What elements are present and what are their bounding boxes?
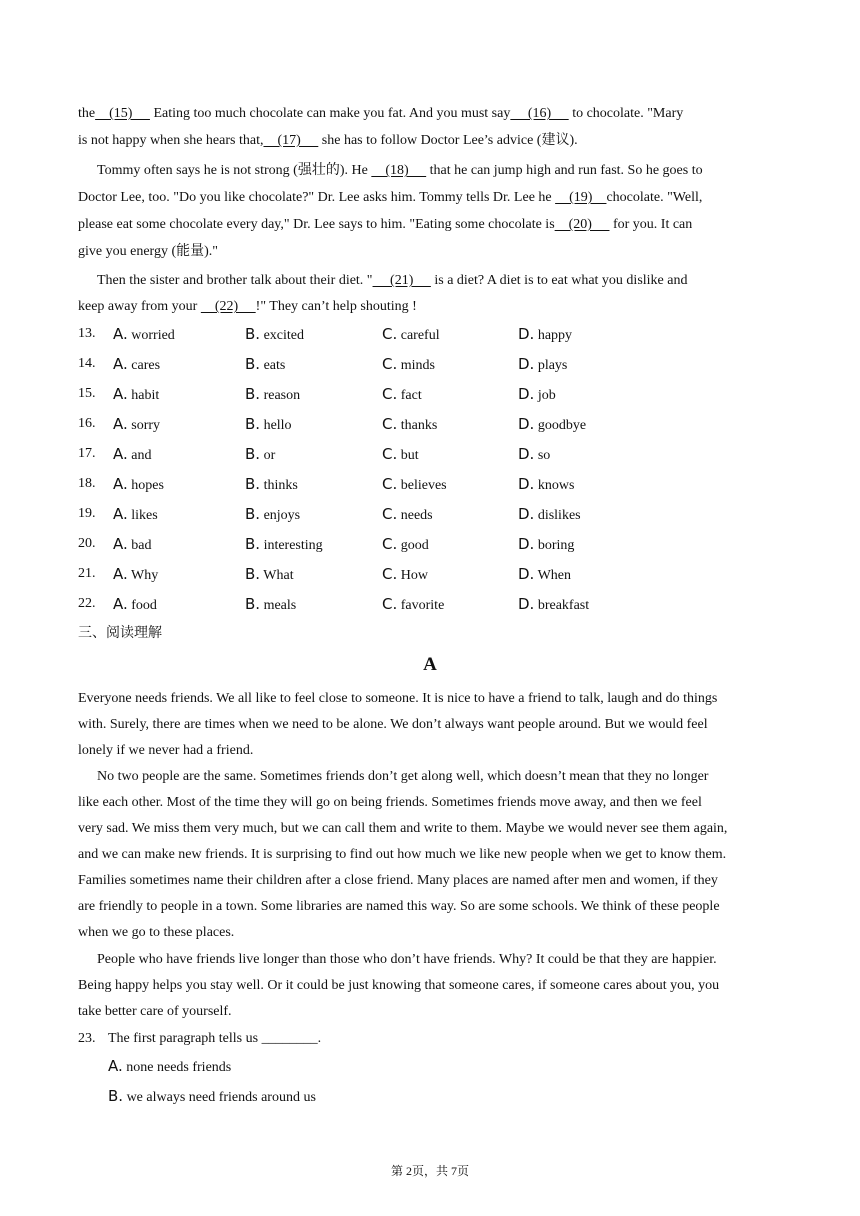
option-c <box>382 415 437 435</box>
cloze-text: to chocolate. "Mary <box>568 106 684 121</box>
option-letter: A. <box>113 325 128 343</box>
option-letter: D. <box>518 565 535 583</box>
question-number: 20. <box>78 536 96 551</box>
option-d <box>518 415 586 435</box>
option-text: food <box>127 598 157 613</box>
option-letter: A. <box>113 445 128 463</box>
answer-option <box>108 1087 316 1107</box>
passage-line: Being happy helps you stay well. Or it could be just knowing that someone cares, if someone cares about you, you <box>78 978 720 993</box>
option-b <box>245 505 300 525</box>
option-letter: A. <box>113 535 128 553</box>
option-a <box>113 475 164 495</box>
option-c <box>382 535 429 555</box>
option-row <box>78 475 778 493</box>
question-number: 14. <box>78 356 96 371</box>
answer-option <box>108 1057 231 1077</box>
question-number: 15. <box>78 386 96 401</box>
option-b <box>245 565 294 585</box>
option-d <box>518 355 567 375</box>
option-text: excited <box>260 328 304 343</box>
option-b <box>245 325 304 345</box>
option-text: but <box>397 448 419 463</box>
passage-line: People who have friends live longer than those who don’t have friends. Why? It could be that they are happier. <box>97 952 717 967</box>
option-row <box>78 325 778 343</box>
option-letter: D. <box>518 325 535 343</box>
option-letter: D. <box>518 475 535 493</box>
option-text: thanks <box>397 418 438 433</box>
question-number: 21. <box>78 566 96 581</box>
answer-blank: (19) <box>555 190 607 205</box>
option-a <box>113 355 160 375</box>
option-text: breakfast <box>534 598 590 613</box>
option-letter: C. <box>382 475 398 493</box>
option-text: so <box>534 448 551 463</box>
option-d <box>518 475 574 495</box>
option-letter: A. <box>113 565 128 583</box>
question-number: 18. <box>78 476 96 491</box>
option-letter: C. <box>382 385 398 403</box>
option-text: Why <box>127 568 159 583</box>
question-text: The first paragraph tells us ________. <box>108 1031 322 1046</box>
passage-line: very sad. We miss them very much, but we can call them and write to them. Maybe we would never see them again, <box>78 821 728 836</box>
answer-blank: (16) <box>510 106 569 121</box>
option-text: we always need friends around us <box>123 1090 316 1105</box>
question-number: 23. <box>78 1031 96 1046</box>
question-number: 17. <box>78 446 96 461</box>
option-letter: A. <box>113 385 128 403</box>
option-a <box>113 565 158 585</box>
option-b <box>245 595 296 615</box>
option-a <box>113 535 151 555</box>
option-letter: B. <box>245 535 261 553</box>
passage-title: A <box>423 654 437 675</box>
passage-line: No two people are the same. Sometimes friends don’t get along well, which doesn’t mean that they no longer <box>97 769 709 784</box>
option-row <box>78 415 778 433</box>
cloze-text: Tommy often says he is not strong (强壮的). He <box>97 163 372 178</box>
option-letter: C. <box>382 325 398 343</box>
option-letter: C. <box>382 415 398 433</box>
option-text: or <box>260 448 276 463</box>
option-text: happy <box>534 328 573 343</box>
option-text: sorry <box>127 418 161 433</box>
option-d <box>518 535 574 555</box>
option-text: good <box>397 538 429 553</box>
option-letter: B. <box>245 445 261 463</box>
option-b <box>245 475 298 495</box>
option-b <box>245 385 300 405</box>
option-c <box>382 445 419 465</box>
cloze-text: chocolate. "Well, <box>606 190 703 205</box>
answer-blank: (17) <box>263 133 319 148</box>
option-letter: B. <box>245 595 261 613</box>
passage-line: are friendly to people in a town. Some libraries are named this way. So are some schools. We think of these people <box>78 899 720 914</box>
option-letter: D. <box>518 595 535 613</box>
option-text: likes <box>127 508 158 523</box>
option-letter: B. <box>245 325 261 343</box>
cloze-text: that he can jump high and run fast. So he goes to <box>426 163 703 178</box>
cloze-line <box>78 216 692 234</box>
option-row <box>78 505 778 523</box>
cloze-line <box>97 272 687 290</box>
cloze-text: for you. It can <box>609 217 693 232</box>
option-row <box>78 385 778 403</box>
option-d <box>518 385 556 405</box>
option-letter: C. <box>382 355 398 373</box>
option-text: eats <box>260 358 286 373</box>
cloze-line <box>78 132 578 150</box>
option-b <box>245 445 275 465</box>
passage-line: with. Surely, there are times when we need to be alone. We don’t always want people around. But we would feel <box>78 717 708 732</box>
cloze-text: !" They can’t help shouting ! <box>255 299 417 314</box>
option-text: believes <box>397 478 447 493</box>
option-letter: B. <box>245 355 261 373</box>
option-c <box>382 385 422 405</box>
cloze-text: please eat some chocolate every day," Dr. Lee says to him. "Eating some chocolate is <box>78 217 555 232</box>
option-c <box>382 475 447 495</box>
option-letter: A. <box>113 475 128 493</box>
option-letter: B. <box>245 415 261 433</box>
option-b <box>245 355 285 375</box>
option-letter: D. <box>518 445 535 463</box>
option-letter: D. <box>518 535 535 553</box>
option-text: meals <box>260 598 297 613</box>
option-text: When <box>534 568 572 583</box>
option-text: needs <box>397 508 433 523</box>
option-text: knows <box>534 478 575 493</box>
option-text: fact <box>397 388 422 403</box>
option-letter: C. <box>382 445 398 463</box>
cloze-line <box>78 189 702 207</box>
option-text: cares <box>127 358 161 373</box>
option-d <box>518 565 571 585</box>
option-letter: A. <box>113 415 128 433</box>
option-text: hello <box>260 418 292 433</box>
cloze-line <box>78 105 683 123</box>
option-text: bad <box>127 538 152 553</box>
cloze-text: the <box>78 106 96 121</box>
option-row <box>78 535 778 553</box>
option-row <box>78 565 778 583</box>
option-letter: C. <box>382 565 398 583</box>
option-letter: C. <box>382 505 398 523</box>
option-a <box>113 595 157 615</box>
section-heading: 三、阅读理解 <box>78 625 162 641</box>
passage-line: lonely if we never had a friend. <box>78 743 254 758</box>
question-number: 13. <box>78 326 96 341</box>
option-row <box>78 595 778 613</box>
cloze-text: is a diet? A diet is to eat what you dislike and <box>430 273 688 288</box>
answer-blank: (18) <box>371 163 427 178</box>
option-letter: D. <box>518 385 535 403</box>
option-text: What <box>260 568 294 583</box>
option-text: and <box>127 448 152 463</box>
option-text: goodbye <box>534 418 587 433</box>
question-stem <box>78 1030 321 1048</box>
option-text: careful <box>397 328 440 343</box>
option-d <box>518 505 581 525</box>
option-text: minds <box>397 358 435 373</box>
answer-blank: (15) <box>95 106 150 121</box>
answer-blank: (21) <box>372 273 431 288</box>
cloze-text: keep away from your <box>78 299 201 314</box>
answer-blank: (20) <box>554 217 610 232</box>
option-letter: B. <box>108 1087 124 1105</box>
cloze-text: she has to follow Doctor Lee’s advice (建议). <box>318 133 578 148</box>
option-c <box>382 355 435 375</box>
option-letter: D. <box>518 415 535 433</box>
cloze-text: is not happy when she hears that, <box>78 133 264 148</box>
option-d <box>518 595 589 615</box>
option-text: interesting <box>260 538 323 553</box>
option-a <box>113 385 159 405</box>
option-a <box>113 415 160 435</box>
passage-line: Everyone needs friends. We all like to feel close to someone. It is nice to have a friend to talk, laugh and do things <box>78 691 718 706</box>
option-text: reason <box>260 388 301 403</box>
page-footer: 第 2页，共 7页 <box>390 1164 469 1178</box>
option-letter: B. <box>245 475 261 493</box>
question-number: 22. <box>78 596 96 611</box>
option-text: hopes <box>127 478 164 493</box>
answer-blank: (22) <box>200 299 256 314</box>
option-text: How <box>397 568 428 583</box>
option-letter: A. <box>113 505 128 523</box>
option-text: plays <box>534 358 568 373</box>
option-letter: C. <box>382 535 398 553</box>
option-c <box>382 325 440 345</box>
option-letter: A. <box>113 595 128 613</box>
option-row <box>78 445 778 463</box>
passage-line: Families sometimes name their children after a close friend. Many places are named after men and women, if they <box>78 873 718 888</box>
cloze-line <box>97 162 703 180</box>
cloze-text: Doctor Lee, too. "Do you like chocolate?" Dr. Lee asks him. Tommy tells Dr. Lee he <box>78 190 556 205</box>
option-a <box>113 325 175 345</box>
option-text: habit <box>127 388 160 403</box>
option-d <box>518 325 572 345</box>
cloze-line <box>78 243 218 261</box>
option-text: boring <box>534 538 575 553</box>
option-letter: D. <box>518 505 535 523</box>
option-b <box>245 535 323 555</box>
cloze-line <box>78 298 417 316</box>
cloze-text: Then the sister and brother talk about their diet. " <box>97 273 373 288</box>
option-row <box>78 355 778 373</box>
option-a <box>113 505 158 525</box>
option-text: thinks <box>260 478 298 493</box>
option-text: enjoys <box>260 508 301 523</box>
option-b <box>245 415 292 435</box>
question-number: 16. <box>78 416 96 431</box>
option-c <box>382 595 444 615</box>
passage-line: when we go to these places. <box>78 925 235 940</box>
option-letter: A. <box>113 355 128 373</box>
option-letter: B. <box>245 565 261 583</box>
passage-line: take better care of yourself. <box>78 1004 232 1019</box>
option-text: job <box>534 388 556 403</box>
passage-line: and we can make new friends. It is surprising to find out how much we like new people when we get to know them. <box>78 847 727 862</box>
passage-line: like each other. Most of the time they will go on being friends. Sometimes friends move away, and then we feel <box>78 795 702 810</box>
option-letter: B. <box>245 505 261 523</box>
option-text: none needs friends <box>122 1060 232 1075</box>
cloze-text: Eating too much chocolate can make you fat. And you must say <box>149 106 511 121</box>
option-letter: C. <box>382 595 398 613</box>
option-letter: B. <box>245 385 261 403</box>
option-text: favorite <box>397 598 445 613</box>
cloze-text: give you energy (能量)." <box>78 244 218 259</box>
option-c <box>382 565 428 585</box>
option-text: dislikes <box>534 508 581 523</box>
option-text: worried <box>127 328 175 343</box>
option-c <box>382 505 433 525</box>
option-letter: A. <box>108 1057 123 1075</box>
question-number: 19. <box>78 506 96 521</box>
option-a <box>113 445 151 465</box>
option-letter: D. <box>518 355 535 373</box>
option-d <box>518 445 550 465</box>
